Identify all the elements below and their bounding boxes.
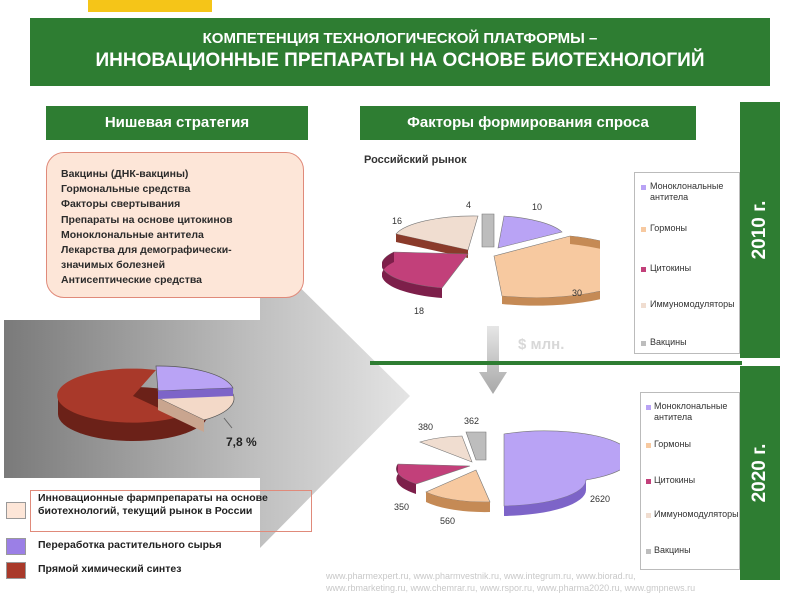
left-market-pie — [28, 360, 258, 455]
legend-2010-swatch-hormones — [641, 227, 646, 232]
niche-strategy-header: Нишевая стратегия — [46, 106, 308, 140]
down-arrow-shape — [479, 326, 507, 394]
legend-2020-swatch-cytokines — [646, 479, 651, 484]
legend-swatch-biotech — [6, 502, 26, 519]
title-line-2: ИННОВАЦИОННЫЕ ПРЕПАРАТЫ НА ОСНОВЕ БИОТЕХНОЛОГИЙ — [95, 50, 705, 71]
pie-2020-label-mab: 2620 — [590, 494, 611, 504]
legend-2010-label-hormones: Гормоны — [650, 223, 687, 233]
pie-2010-label-cytokines: 18 — [414, 306, 425, 316]
niche-item: Гормональные средства — [61, 183, 191, 196]
niche-item: Антисептические средства — [61, 274, 203, 287]
niche-list-box — [46, 152, 304, 298]
legend-2020-swatch-mab — [646, 405, 651, 410]
left-pie-leader — [224, 418, 232, 428]
legend-2020-swatch-immuno — [646, 513, 651, 518]
legend-2020-label-hormones: Гормоны — [654, 439, 691, 449]
pie-2020-label-immuno: 380 — [418, 422, 434, 432]
legend-2010-label-immuno: Иммуномодуляторы — [650, 299, 735, 309]
legend-label-plant: Переработка растительного сырья — [38, 539, 222, 551]
top-accent-bar — [88, 0, 212, 12]
pie-2020-label-hormones: 560 — [440, 516, 456, 526]
pie-2020 — [380, 410, 620, 535]
legend-2020-swatch-vaccines — [646, 549, 651, 554]
title-banner — [30, 18, 770, 86]
legend-label-biotech: Инновационные фармпрепараты на основе биотехнологий, текущий рынок в России — [38, 492, 268, 517]
pie-2010-label-vaccines: 4 — [466, 200, 472, 210]
pie-slice-plant — [156, 366, 233, 391]
footer-line-2: www.rbmarketing.ru, www.chemrar.ru, www.rspor.ru, www.pharma2020.ru, www.gmpnews.ru — [326, 583, 696, 593]
legend-2010-swatch-immuno — [641, 303, 646, 308]
unit-label: $ млн. — [518, 336, 565, 353]
legend-2020-label-cytokines: Цитокины — [654, 475, 696, 485]
russian-market-title: Российский рынок — [364, 154, 467, 166]
pie-2020-slice-immuno — [420, 436, 472, 462]
pie-2010 — [382, 192, 600, 317]
section-divider — [370, 361, 742, 365]
legend-label-chemical: Прямой химический синтез — [38, 563, 182, 575]
legend-2010-label-cytokines: Цитокины — [650, 263, 692, 273]
pie-2010-label-hormones: 30 — [572, 288, 583, 298]
legend-2020-swatch-hormones — [646, 443, 651, 448]
niche-item: значимых болезней — [61, 259, 166, 272]
footer-line-1: www.pharmexpert.ru, www.pharmvestnik.ru, www.integrum.ru, www.biorad.ru, — [326, 571, 636, 581]
pie-2020-label-cytokines: 350 — [394, 502, 410, 512]
niche-item: Препараты на основе цитокинов — [61, 213, 233, 226]
title-line-1: КОМПЕТЕНЦИЯ ТЕХНОЛОГИЧЕСКОЙ ПЛАТФОРМЫ – — [202, 30, 598, 47]
legend-swatch-chemical — [6, 562, 26, 579]
legend-2010-swatch-cytokines — [641, 267, 646, 272]
pie-2010-slice-vaccines — [482, 214, 494, 247]
niche-item: Моноклональные антитела — [61, 228, 204, 241]
pie-2010-label-mab: 10 — [532, 202, 543, 212]
legend-2020-label-mab: Моноклональные антитела — [654, 401, 728, 422]
legend-2010-label-mab: Моноклональные антитела — [650, 181, 724, 202]
legend-2010 — [634, 172, 740, 354]
pie-2010-label-immuno: 16 — [392, 216, 403, 226]
legend-swatch-plant — [6, 538, 26, 555]
year-2020-label: 2020 г. — [749, 443, 770, 503]
year-2020-bar — [740, 366, 780, 580]
niche-item: Факторы свертывания — [61, 198, 181, 211]
pie-2020-label-vaccines: 362 — [464, 416, 480, 426]
legend-2020 — [640, 392, 740, 570]
niche-item: Лекарства для демографически- — [61, 244, 232, 257]
legend-2010-label-vaccines: Вакцины — [650, 337, 687, 347]
legend-2020-label-vaccines: Вакцины — [654, 545, 691, 555]
niche-item: Вакцины (ДНК-вакцины) — [61, 168, 189, 180]
footer-sources — [326, 570, 796, 594]
left-pie-percent-label: 7,8 % — [226, 435, 257, 449]
year-2010-bar — [740, 102, 780, 358]
legend-2020-label-immuno: Иммуномодуляторы — [654, 509, 739, 519]
legend-2010-swatch-vaccines — [641, 341, 646, 346]
demand-factors-header: Факторы формирования спроса — [360, 106, 696, 140]
legend-2010-swatch-mab — [641, 185, 646, 190]
year-2010-label: 2010 г. — [749, 200, 770, 260]
